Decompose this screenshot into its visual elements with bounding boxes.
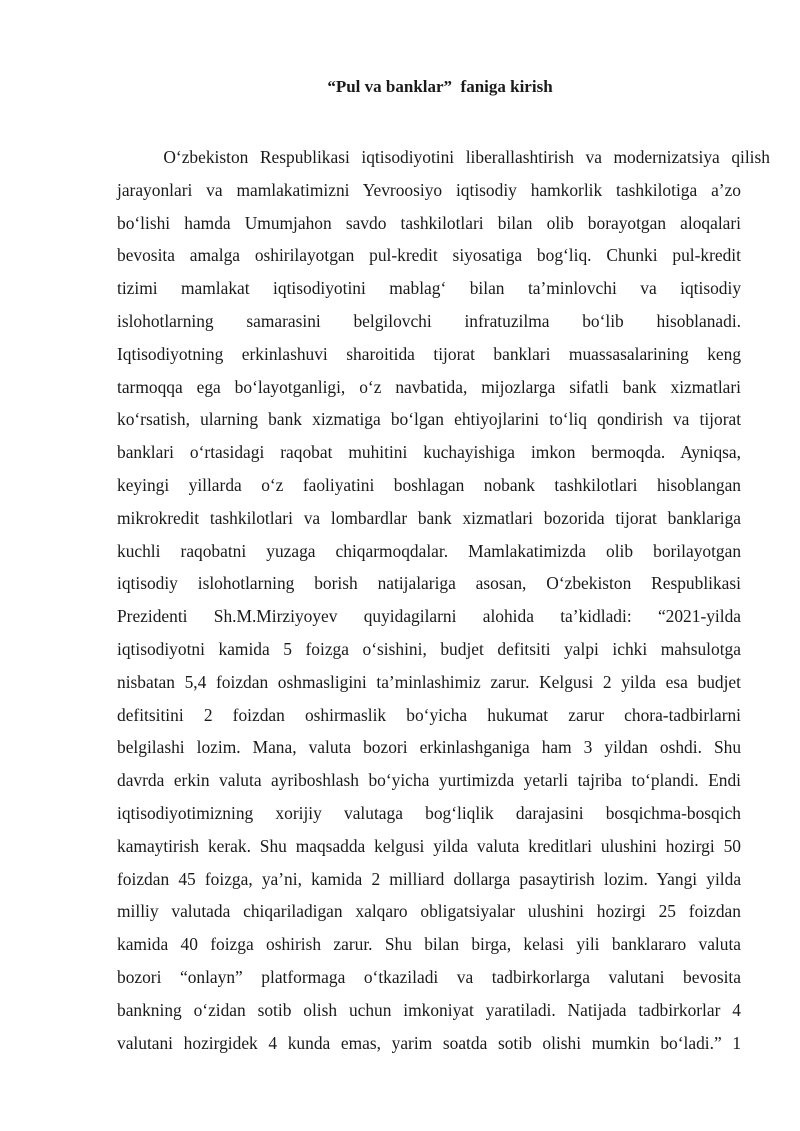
paragraph-line: iqtisodiyotni kamida 5 foizga o‘sishini, budjet defitsiti yalpi ichki mahsulotga <box>117 638 741 659</box>
paragraph-line: bozori “onlayn” platformaga o‘tkaziladi va tadbirkorlarga valutani bevosita <box>117 966 741 987</box>
paragraph-line: Prezidenti Sh.M.Mirziyoyev quyidagilarni alohida ta’kidladi: “2021-yilda <box>117 606 742 627</box>
paragraph-line: banklari o‘rtasidagi raqobat muhitini kuchayishiga imkon bermoqda. Ayniqsa, <box>117 442 741 463</box>
paragraph-line: kamida 40 foizga oshirish zarur. Shu bilan birga, kelasi yili banklararo valuta <box>117 934 742 955</box>
paragraph-line: kamaytirish kerak. Shu maqsadda kelgusi yilda valuta kreditlari ulushini hozirgi 50 <box>117 835 741 856</box>
paragraph-line: belgilashi lozim. Mana, valuta bozori erkinlashganiga ham 3 yildan oshdi. Shu <box>117 737 742 758</box>
paragraph-line: iqtisodiy islohotlarning borish natijalariga asosan, O‘zbekiston Respublikasi <box>117 573 742 594</box>
document-title: “Pul va banklar” faniga kirish <box>327 77 553 96</box>
paragraph-line: bevosita amalga oshirilayotgan pul-kredit siyosatiga bog‘liq. Chunki pul-kredit <box>117 245 741 266</box>
paragraph-line: bo‘lishi hamda Umumjahon savdo tashkilotlari bilan olib borayotgan aloqalari <box>117 212 741 233</box>
paragraph-line: mikrokredit tashkilotlari va lombardlar bank xizmatlari bozorida tijorat banklariga <box>117 507 742 528</box>
paragraph-line: valutani hozirgidek 4 kunda emas, yarim soatda sotib olishi mumkin bo‘ladi.” 1 <box>117 1032 742 1053</box>
paragraph-line: davrda erkin valuta ayriboshlash bo‘yicha yurtimizda yetarli tajriba to‘plandi. Endi <box>117 770 742 791</box>
paragraph-line: iqtisodiyotimizning xorijiy valutaga bog‘liqlik darajasini bosqichma-bosqich <box>117 802 741 823</box>
body-paragraph <box>117 141 770 1059</box>
paragraph-line: bankning o‘zidan sotib olish uchun imkoniyat yaratiladi. Natijada tadbirkorlar 4 <box>117 999 741 1020</box>
paragraph-line: keyingi yillarda o‘z faoliyatini boshlagan nobank tashkilotlari hisoblangan <box>117 474 741 495</box>
paragraph-line: tizimi mamlakat iqtisodiyotini mablag‘ bilan ta’minlovchi va iqtisodiy <box>117 278 742 299</box>
paragraph-line: jarayonlari va mamlakatimizni Yevroosiyo iqtisodiy hamkorlik tashkilotiga a’zo <box>117 179 741 200</box>
paragraph-line: tarmoqqa ega bo‘layotganligi, o‘z navbatida, mijozlarga sifatli bank xizmatlari <box>117 376 742 397</box>
paragraph-line: ko‘rsatish, ularning bank xizmatiga bo‘lgan ehtiyojlarini to‘liq qondirish va tijorat <box>117 409 742 430</box>
paragraph-line: milliy valutada chiqariladigan xalqaro obligatsiyalar ulushini hozirgi 25 foizdan <box>117 901 741 922</box>
paragraph-line: kuchli raqobatni yuzaga chiqarmoqdalar. Mamlakatimizda olib borilayotgan <box>117 540 742 561</box>
paragraph-line: foizdan 45 foizga, ya’ni, kamida 2 milliard dollarga pasaytirish lozim. Yangi yilda <box>117 868 742 889</box>
paragraph-line: Iqtisodiyotning erkinlashuvi sharoitida tijorat banklari muassasalarining keng <box>117 343 742 364</box>
paragraph-line: nisbatan 5,4 foizdan oshmasligini ta’minlashimiz zarur. Kelgusi 2 yilda esa budjet <box>117 671 741 692</box>
paragraph-line: O‘zbekiston Respublikasi iqtisodiyotini liberallashtirish va modernizatsiya qilish <box>117 147 770 167</box>
paragraph-line: islohotlarning samarasini belgilovchi infratuzilma bo‘lib hisoblanadi. <box>117 310 742 331</box>
paragraph-line: defitsitini 2 foizdan oshirmaslik bo‘yicha hukumat zarur chora-tadbirlarni <box>117 704 742 725</box>
